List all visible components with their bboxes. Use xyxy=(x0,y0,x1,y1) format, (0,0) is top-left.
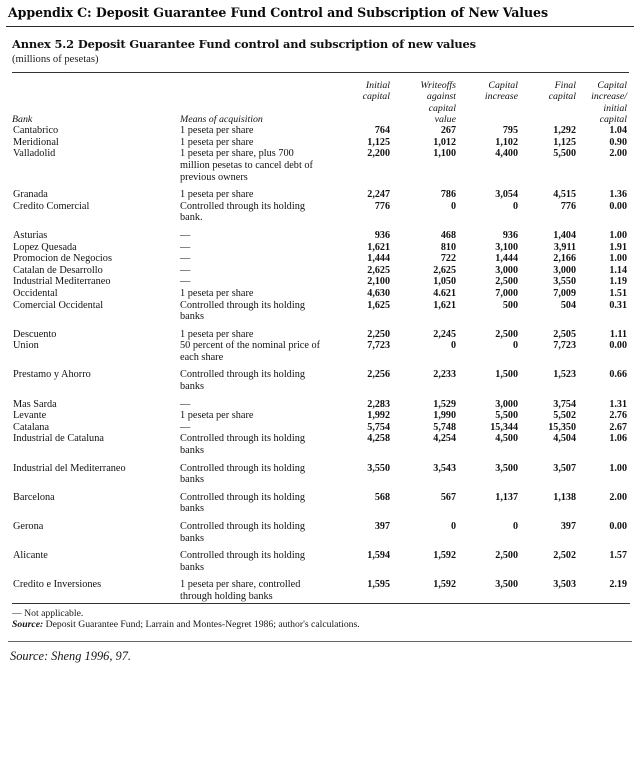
cell-bank: Catalana xyxy=(13,421,50,433)
cell-means-of-acquisition: — xyxy=(180,253,191,265)
cell-writeoffs: 2,245 xyxy=(433,328,456,340)
cell-initial-capital: 2,247 xyxy=(367,189,390,201)
cell-bank: Industrial del Mediterraneo xyxy=(13,462,126,474)
cell-capital-increase: 7,000 xyxy=(495,287,518,299)
appendix-heading xyxy=(0,0,640,24)
table-row xyxy=(12,463,629,486)
table-row xyxy=(12,125,629,137)
cell-means-of-acquisition: 1 peseta per share xyxy=(180,125,254,137)
cell-final-capital: 2,502 xyxy=(553,550,576,562)
cell-capital-increase: 2,500 xyxy=(495,550,518,562)
cell-final-capital: 2,505 xyxy=(553,328,576,340)
table-row xyxy=(12,369,629,392)
cell-capital-increase: 1,500 xyxy=(495,369,518,381)
cell-initial-capital: 2,200 xyxy=(367,148,390,160)
cell-capital-increase: 3,000 xyxy=(495,264,518,276)
table-row xyxy=(12,253,629,265)
table-header xyxy=(12,73,629,126)
cell-final-capital: 15,350 xyxy=(548,421,576,433)
cell-ratio: 1.91 xyxy=(609,241,627,253)
header-line: Capital xyxy=(597,80,627,91)
cell-capital-increase: 5,500 xyxy=(495,410,518,422)
cell-capital-increase: 1,102 xyxy=(495,136,518,148)
cell-means-of-acquisition: — xyxy=(180,398,191,410)
cell-ratio: 1.00 xyxy=(609,229,627,241)
cell-bank: Cantabrico xyxy=(13,125,59,137)
cell-bank: Descuento xyxy=(13,328,57,340)
table-row xyxy=(12,148,629,183)
cell-bank: Asturias xyxy=(13,229,48,241)
cell-means-of-acquisition: — xyxy=(180,421,191,433)
table-row xyxy=(12,242,629,254)
cell-capital-increase: 2,500 xyxy=(495,276,518,288)
table-row xyxy=(12,276,629,288)
column-header-capital-increase xyxy=(458,80,520,125)
cell-capital-increase: 2,500 xyxy=(495,328,518,340)
column-header-means: Means of acquisition xyxy=(180,113,263,125)
cell-writeoffs: 1,592 xyxy=(433,579,456,591)
cell-writeoffs: 810 xyxy=(440,241,456,253)
cell-means-of-acquisition: — xyxy=(180,276,191,288)
cell-initial-capital: 7,723 xyxy=(367,340,390,352)
table-row xyxy=(12,329,629,341)
cell-capital-increase: 15,344 xyxy=(490,421,518,433)
column-header-bank: Bank xyxy=(12,113,33,125)
cell-bank: Meridional xyxy=(13,136,59,148)
cell-writeoffs: 1,050 xyxy=(433,276,456,288)
annex-table-container xyxy=(12,72,630,604)
header-line: initial capital xyxy=(599,102,627,125)
cell-ratio: 2.00 xyxy=(609,148,627,160)
cell-initial-capital: 2,283 xyxy=(367,398,390,410)
cell-means-of-acquisition: Controlled through its holding banks xyxy=(180,299,305,323)
header-line: capital xyxy=(428,102,456,114)
cell-writeoffs: 5,748 xyxy=(433,421,456,433)
cell-ratio: 1.00 xyxy=(609,253,627,265)
cell-ratio: 1.31 xyxy=(609,398,627,410)
cell-ratio: 1.51 xyxy=(609,287,627,299)
table-row xyxy=(12,410,629,422)
annex-title xyxy=(12,37,630,51)
header-line: Initial xyxy=(365,80,390,91)
cell-final-capital: 1,523 xyxy=(553,369,576,381)
annex-source-label: Source: xyxy=(12,619,44,631)
cell-means-of-acquisition: 50 percent of the nominal price of each share xyxy=(180,340,321,363)
cell-ratio: 0.66 xyxy=(609,369,627,381)
cell-bank: Levante xyxy=(13,410,47,422)
cell-bank: Industrial de Cataluna xyxy=(13,433,104,445)
cell-bank: Mas Sarda xyxy=(13,398,57,410)
table-row xyxy=(12,201,629,224)
annex-source-text: Deposit Guarantee Fund; Larrain and Montes-Negret 1986; author's calculations. xyxy=(43,619,360,631)
cell-means-of-acquisition: Controlled through its holding banks xyxy=(180,550,305,573)
cell-final-capital: 5,502 xyxy=(553,410,576,422)
table-row xyxy=(12,265,629,277)
header-line: Writeoffs against xyxy=(420,80,456,103)
cell-initial-capital: 1,444 xyxy=(367,253,390,265)
cell-final-capital: 3,754 xyxy=(553,398,576,410)
cell-bank: Barcelona xyxy=(13,491,55,503)
table-row xyxy=(12,433,629,456)
cell-writeoffs: 3,543 xyxy=(433,462,456,474)
cell-means-of-acquisition: 1 peseta per share xyxy=(180,287,254,299)
cell-capital-increase: 1,444 xyxy=(495,253,518,265)
cell-writeoffs: 1,592 xyxy=(433,550,456,562)
header-rule-cell xyxy=(12,73,629,81)
cell-means-of-acquisition: 1 peseta per share xyxy=(180,410,254,422)
column-header-initial-capital xyxy=(330,80,392,125)
cell-initial-capital: 1,621 xyxy=(367,241,390,253)
cell-ratio: 2.67 xyxy=(609,421,627,433)
cell-ratio: 0.00 xyxy=(609,521,627,532)
cell-final-capital: 776 xyxy=(560,200,576,212)
cell-capital-increase: 795 xyxy=(502,125,518,137)
appendix-heading-text: Appendix C: Deposit Guarantee Fund Control and Subscription of New Values xyxy=(8,5,548,20)
cell-bank: Promocion de Negocios xyxy=(13,253,112,265)
cell-capital-increase: 3,500 xyxy=(495,579,518,591)
cell-final-capital: 4,504 xyxy=(553,433,576,445)
header-line: capital xyxy=(548,91,576,103)
cell-ratio: 0.31 xyxy=(609,299,627,311)
cell-bank: Union xyxy=(13,340,39,352)
cell-means-of-acquisition: Controlled through its holding banks xyxy=(180,369,305,393)
cell-capital-increase: 0 xyxy=(512,200,518,212)
cell-ratio: 1.00 xyxy=(609,462,627,474)
cell-means-of-acquisition: Controlled through its holding banks xyxy=(180,462,305,486)
cell-means-of-acquisition: 1 peseta per share xyxy=(180,136,254,148)
annex-source xyxy=(12,619,630,631)
header-line: Final xyxy=(554,80,576,91)
cell-writeoffs: 1,012 xyxy=(433,136,456,148)
cell-initial-capital: 2,256 xyxy=(367,369,390,381)
annex-title-block xyxy=(12,37,630,65)
cell-writeoffs: 4,254 xyxy=(433,433,456,445)
cell-writeoffs: 1,529 xyxy=(433,398,456,410)
table-row xyxy=(12,189,629,201)
cell-final-capital: 3,503 xyxy=(553,579,576,591)
cell-final-capital: 7,009 xyxy=(553,287,576,299)
cell-ratio: 2.76 xyxy=(609,410,627,422)
header-line: value xyxy=(434,113,456,125)
cell-capital-increase: 1,137 xyxy=(495,491,518,503)
cell-writeoffs: 2,233 xyxy=(433,369,456,381)
cell-means-of-acquisition: Controlled through its holding banks xyxy=(180,433,305,457)
cell-bank: Occidental xyxy=(13,287,58,299)
cell-means-of-acquisition: Controlled through its holding bank. xyxy=(180,200,305,224)
cell-bank: Gerona xyxy=(13,521,44,532)
table-header-row xyxy=(12,80,629,125)
cell-writeoffs: 4.621 xyxy=(433,287,456,299)
cell-bank: Granada xyxy=(13,189,48,201)
cell-ratio: 1.57 xyxy=(609,550,627,562)
table-row xyxy=(12,300,629,323)
cell-means-of-acquisition: 1 peseta per share xyxy=(180,328,254,340)
cell-means-of-acquisition: 1 peseta per share xyxy=(180,189,254,201)
cell-final-capital: 3,911 xyxy=(553,241,576,253)
cell-bank: Alicante xyxy=(13,550,48,562)
cell-initial-capital: 1,992 xyxy=(367,410,390,422)
table-row xyxy=(12,521,629,544)
cell-initial-capital: 568 xyxy=(374,491,390,503)
cell-ratio: 1.14 xyxy=(609,264,627,276)
cell-initial-capital: 2,625 xyxy=(367,264,390,276)
header-line: capital xyxy=(362,91,390,103)
column-header-final-capital xyxy=(520,80,578,125)
cell-bank: Prestamo y Ahorro xyxy=(13,369,91,381)
column-header-ratio xyxy=(578,80,629,125)
table-body xyxy=(12,125,629,602)
cell-capital-increase: 4,400 xyxy=(495,148,518,160)
cell-final-capital: 1,292 xyxy=(553,125,576,137)
table-row xyxy=(12,579,629,602)
cell-initial-capital: 397 xyxy=(374,521,390,532)
cell-bank: Lopez Quesada xyxy=(13,241,77,253)
cell-capital-increase: 0 xyxy=(512,521,518,532)
annex-number: Annex 5.2 xyxy=(12,37,74,51)
cell-initial-capital: 776 xyxy=(374,200,390,212)
cell-capital-increase: 0 xyxy=(512,340,518,352)
cell-final-capital: 5,500 xyxy=(553,148,576,160)
table-row xyxy=(12,137,629,149)
cell-writeoffs: 2,625 xyxy=(433,264,456,276)
cell-writeoffs: 0 xyxy=(450,200,456,212)
page-source-rule xyxy=(8,641,632,642)
cell-writeoffs: 567 xyxy=(440,491,456,503)
cell-means-of-acquisition: — xyxy=(180,264,191,276)
cell-writeoffs: 0 xyxy=(450,521,456,532)
cell-capital-increase: 500 xyxy=(502,299,518,311)
cell-writeoffs: 468 xyxy=(440,229,456,241)
cell-ratio: 1.11 xyxy=(609,328,627,340)
table-row xyxy=(12,422,629,434)
cell-initial-capital: 936 xyxy=(374,229,390,241)
cell-ratio: 2.19 xyxy=(609,579,627,591)
cell-ratio: 1.04 xyxy=(609,125,627,137)
annex-units: (millions of pesetas) xyxy=(12,54,99,65)
cell-initial-capital: 1,625 xyxy=(367,299,390,311)
cell-ratio: 1.06 xyxy=(609,433,627,445)
cell-final-capital: 1,138 xyxy=(553,491,576,503)
cell-capital-increase: 936 xyxy=(502,229,518,241)
cell-writeoffs: 1,990 xyxy=(433,410,456,422)
annex-table xyxy=(12,72,629,603)
table-row xyxy=(12,492,629,515)
cell-ratio: 0.90 xyxy=(609,136,627,148)
cell-ratio: 1.19 xyxy=(609,276,627,288)
cell-means-of-acquisition: 1 peseta per share, plus 700 million pesetas to cancel debt of previous owners xyxy=(180,148,313,183)
cell-means-of-acquisition: — xyxy=(180,241,191,253)
cell-final-capital: 2,166 xyxy=(553,253,576,265)
cell-ratio: 0.00 xyxy=(609,340,627,352)
table-row xyxy=(12,340,629,363)
cell-final-capital: 4,515 xyxy=(553,189,576,201)
cell-means-of-acquisition: — xyxy=(180,229,191,241)
cell-ratio: 0.00 xyxy=(609,200,627,212)
header-line: Capital xyxy=(488,80,518,91)
cell-capital-increase: 3,000 xyxy=(495,398,518,410)
cell-bank: Comercial Occidental xyxy=(13,299,104,311)
cell-final-capital: 1,125 xyxy=(553,136,576,148)
table-row xyxy=(12,399,629,411)
annex-notes xyxy=(12,608,630,631)
cell-final-capital: 3,507 xyxy=(553,462,576,474)
cell-initial-capital: 2,100 xyxy=(367,276,390,288)
cell-initial-capital: 4,258 xyxy=(367,433,390,445)
cell-means-of-acquisition: 1 peseta per share, controlled through holding banks xyxy=(180,579,301,602)
cell-initial-capital: 764 xyxy=(374,125,390,137)
cell-bank: Valladolid xyxy=(13,148,56,160)
cell-writeoffs: 722 xyxy=(440,253,456,265)
cell-ratio: 2.00 xyxy=(609,491,627,503)
cell-writeoffs: 1,621 xyxy=(433,299,456,311)
cell-bank: Industrial Mediterraneo xyxy=(13,276,111,288)
header-line: increase/ xyxy=(591,91,627,103)
cell-final-capital: 397 xyxy=(560,521,576,532)
cell-initial-capital: 4,630 xyxy=(367,287,390,299)
cell-final-capital: 504 xyxy=(560,299,576,311)
cell-writeoffs: 267 xyxy=(440,125,456,137)
table-row xyxy=(12,550,629,573)
table-row xyxy=(12,288,629,300)
header-line: increase xyxy=(484,91,518,103)
table-row xyxy=(12,230,629,242)
cell-initial-capital: 2,250 xyxy=(367,328,390,340)
cell-capital-increase: 4,500 xyxy=(495,433,518,445)
cell-writeoffs: 786 xyxy=(440,189,456,201)
cell-capital-increase: 3,100 xyxy=(495,241,518,253)
cell-means-of-acquisition: Controlled through its holding banks xyxy=(180,521,305,544)
cell-writeoffs: 1,100 xyxy=(433,148,456,160)
cell-capital-increase: 3,054 xyxy=(495,189,518,201)
cell-bank: Catalan de Desarrollo xyxy=(13,264,103,276)
cell-final-capital: 1,404 xyxy=(553,229,576,241)
cell-initial-capital: 5,754 xyxy=(367,421,390,433)
cell-initial-capital: 1,594 xyxy=(367,550,390,562)
annex-footnote: — Not applicable. xyxy=(12,607,84,619)
cell-bank: Credito e Inversiones xyxy=(13,579,102,591)
table-bottom-rule xyxy=(12,603,630,604)
page-source: Source: Sheng 1996, 97. xyxy=(10,648,132,663)
annex-title-text: Deposit Guarantee Fund control and subscription of new values xyxy=(77,37,476,51)
cell-final-capital: 3,000 xyxy=(553,264,576,276)
cell-writeoffs: 0 xyxy=(450,340,456,352)
cell-bank: Credito Comercial xyxy=(13,200,90,212)
cell-final-capital: 7,723 xyxy=(553,340,576,352)
cell-final-capital: 3,550 xyxy=(553,276,576,288)
cell-initial-capital: 3,550 xyxy=(367,462,390,474)
cell-means-of-acquisition: Controlled through its holding banks xyxy=(180,491,305,515)
cell-initial-capital: 1,125 xyxy=(367,136,390,148)
table-header-top-rule xyxy=(12,73,629,81)
cell-initial-capital: 1,595 xyxy=(367,579,390,591)
cell-capital-increase: 3,500 xyxy=(495,462,518,474)
appendix-heading-rule xyxy=(6,26,634,27)
cell-ratio: 1.36 xyxy=(609,189,627,201)
column-header-writeoffs xyxy=(392,80,458,125)
